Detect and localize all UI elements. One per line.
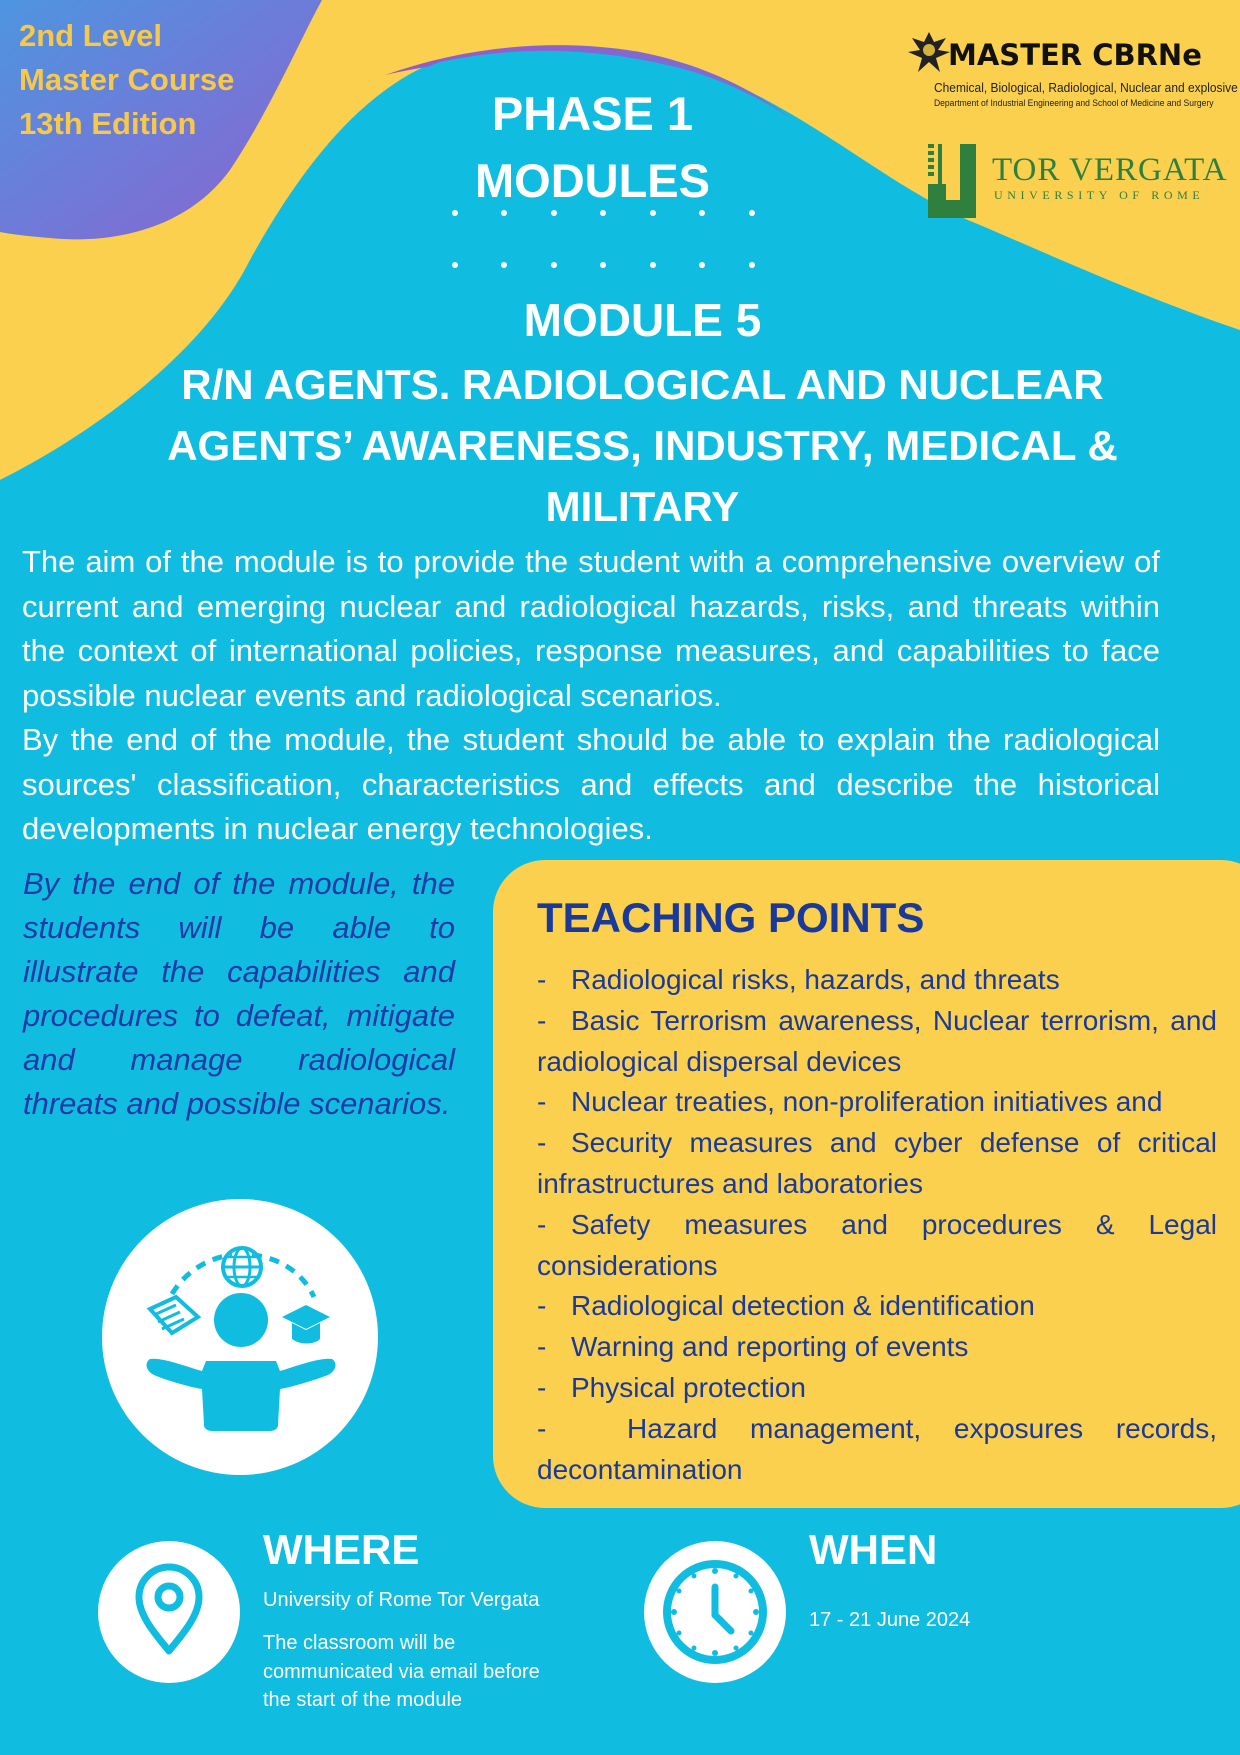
teaching-point: - Nuclear treaties, non-proliferation initiatives and <box>537 1086 1163 1118</box>
where-note: The classroom will be communicated via email before the start of the module <box>263 1632 540 1711</box>
phase-heading <box>390 80 795 214</box>
clock-icon <box>644 1541 786 1683</box>
master-cbrne-logo <box>906 28 1238 118</box>
phase-line-2: MODULES <box>475 154 710 207</box>
teaching-point: - Physical protection <box>537 1371 807 1403</box>
teaching-point: - Radiological risks, hazards, and threats <box>537 964 1060 995</box>
where-title: WHERE <box>263 1526 420 1573</box>
teaching-point: - Basic Terrorism awareness, Nuclear terrorism, and radiological dispersal devices <box>537 1004 1217 1077</box>
dot-pattern <box>452 210 752 270</box>
learner-juggling-icon <box>102 1199 378 1475</box>
module-subtitle: R/N AGENTS. RADIOLOGICAL AND NUCLEAR AGENTS’ AWARENESS, INDUSTRY, MEDICAL & MILITARY <box>167 361 1118 530</box>
tor-vergata-logo <box>924 144 1234 220</box>
edition-label <box>19 14 234 146</box>
teaching-point: - Hazard management, exposures records, decontamination <box>537 1412 1217 1485</box>
eagle-emblem-icon <box>906 28 952 84</box>
tor-vergata-name: TOR VERGATA <box>992 152 1228 188</box>
edition-line-1: 2nd Level <box>19 18 162 53</box>
tor-vergata-emblem-icon <box>924 144 980 218</box>
edition-line-3: 13th Edition <box>19 106 197 141</box>
teaching-point: - Radiological detection & identification <box>537 1290 1035 1322</box>
cbrne-title: MASTER CBRNe <box>948 38 1202 72</box>
location-pin-icon <box>98 1541 240 1683</box>
module-heading <box>100 290 1185 537</box>
teaching-point: - Security measures and cyber defense of critical infrastructures and laboratories <box>537 1127 1217 1199</box>
teaching-point: - Safety measures and procedures & Legal considerations <box>537 1208 1217 1281</box>
description-paragraph-1: The aim of the module is to provide the student with a comprehensive overview of current and emerging nuclear and radiological hazards, risks, and threats within the context of international policies, response measures, and capabilities to face possible nuclear events and radiological scenarios. <box>22 544 1160 713</box>
tor-vergata-university: UNIVERSITY OF ROME <box>994 188 1205 202</box>
module-number: MODULE 5 <box>523 294 762 346</box>
description-paragraph-2: By the end of the module, the student should be able to explain the radiological sources' classification, characteristics and effects and describe the historical developments in nuclear energy technologies. <box>22 722 1160 846</box>
when-title: WHEN <box>809 1526 938 1573</box>
phase-line-1: PHASE 1 <box>491 87 694 140</box>
teaching-point: - Warning and reporting of events <box>537 1331 969 1363</box>
learning-outcome: By the end of the module, the students will be able to illustrate the capabilities and procedures to defeat, mitigate and manage radiological threats and possible scenarios. <box>23 866 455 1121</box>
learner-illustration <box>102 1199 378 1475</box>
edition-line-2: Master Course <box>19 62 235 97</box>
teaching-points-list <box>537 960 1217 1490</box>
teaching-points-title: TEACHING POINTS <box>537 894 925 941</box>
where-place: University of Rome Tor Vergata <box>263 1589 540 1611</box>
cbrne-department: Department of Industrial Engineering and School of Medicine and Surgery <box>934 98 1214 108</box>
cbrne-subtitle: Chemical, Biological, Radiological, Nuclear and explosive <box>934 80 1238 95</box>
module-description <box>22 540 1160 852</box>
when-dates: 17 - 21 June 2024 <box>809 1609 971 1631</box>
where-icon-circle <box>98 1541 240 1683</box>
when-icon-circle <box>644 1541 786 1683</box>
